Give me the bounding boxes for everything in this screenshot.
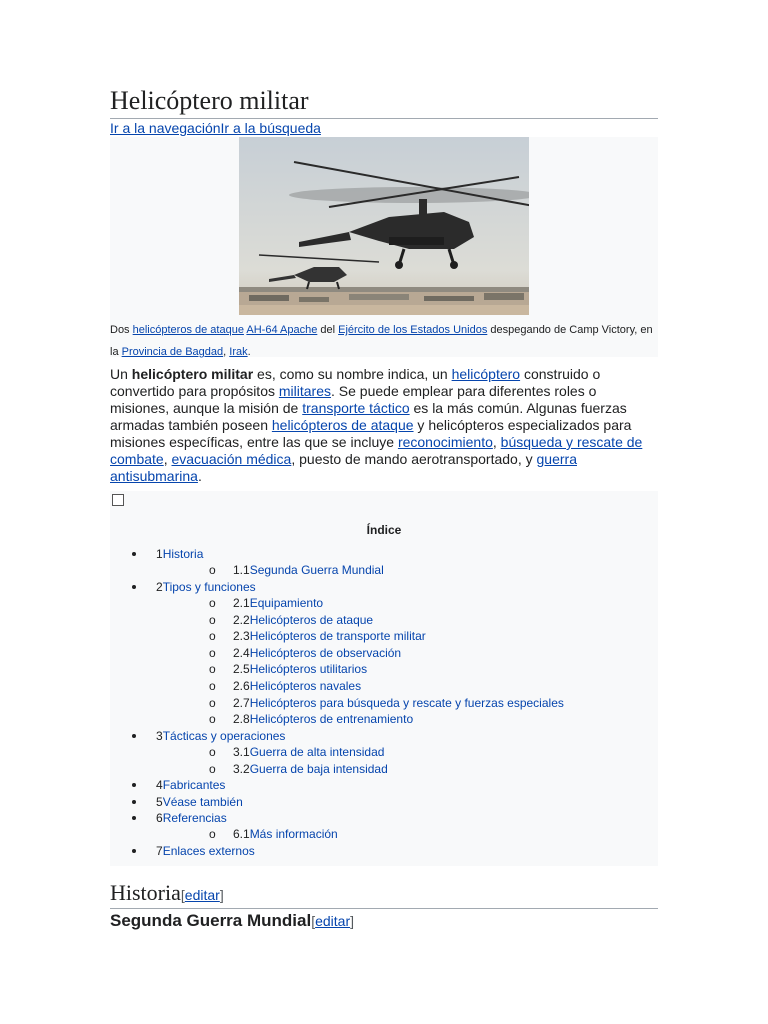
toc-item[interactable] — [209, 711, 414, 727]
toc-link[interactable]: Helicópteros para búsqueda y rescate y fuerzas especiales — [249, 696, 564, 710]
circle-bullet-icon: o — [209, 745, 216, 759]
table-of-contents — [110, 491, 658, 866]
toc-item[interactable] — [209, 678, 362, 694]
toc-item[interactable] — [209, 645, 402, 661]
toc-link[interactable]: Helicópteros de entrenamiento — [249, 712, 414, 726]
circle-bullet-icon: o — [209, 563, 216, 577]
toc-item[interactable] — [209, 826, 338, 842]
intro-text: . Se puede emplear para diferentes roles o misiones, aunque la misión de — [110, 383, 597, 416]
toc-link[interactable]: Enlaces externos — [162, 844, 255, 858]
intro-text: Un — [110, 366, 132, 382]
toc-link[interactable]: Véase también — [162, 795, 243, 809]
link-transporte-tactico[interactable]: transporte táctico — [302, 400, 410, 416]
toc-link[interactable]: Tipos y funciones — [162, 580, 256, 594]
intro-text: construido o convertido para propósitos — [110, 366, 601, 399]
jump-links — [110, 120, 321, 136]
link-busqueda-rescate[interactable]: búsqueda y rescate de combate — [110, 434, 643, 467]
toc-number: 1 — [156, 547, 163, 561]
edit-link[interactable]: editar — [315, 913, 351, 929]
toc-number: 2.4 — [233, 646, 250, 660]
toc-link[interactable]: Fabricantes — [162, 778, 226, 792]
toc-link[interactable]: Segunda Guerra Mundial — [249, 563, 384, 577]
circle-bullet-icon: o — [209, 662, 216, 676]
edit-subsection: [editar] — [311, 913, 355, 929]
intro-text: , — [163, 451, 172, 467]
toc-item[interactable] — [156, 728, 285, 744]
toc-link[interactable]: Helicópteros utilitarios — [249, 662, 368, 676]
circle-bullet-icon: o — [209, 762, 216, 776]
toc-item[interactable] — [156, 777, 225, 793]
intro-text: . — [197, 468, 202, 484]
circle-bullet-icon: o — [209, 629, 216, 643]
toc-number: 2.3 — [233, 629, 250, 643]
toc-item[interactable] — [156, 546, 203, 562]
caption-text: despegando de Camp Victory, en la — [110, 324, 653, 358]
circle-bullet-icon: o — [209, 827, 216, 841]
caption-text: . — [247, 346, 251, 358]
link-guerra-antisubmarina[interactable]: guerra antisubmarina — [110, 451, 577, 484]
toc-number: 7 — [156, 844, 163, 858]
toc-number: 2.8 — [233, 712, 250, 726]
circle-bullet-icon: o — [209, 712, 216, 726]
circle-bullet-icon: o — [209, 596, 216, 610]
circle-bullet-icon: o — [209, 646, 216, 660]
section-heading-historia — [110, 880, 658, 909]
bullet-icon — [132, 552, 136, 556]
intro-text: , puesto de mando aerotransportado, y — [291, 451, 537, 467]
caption-link-attack-helicopters[interactable]: helicópteros de ataque — [132, 324, 244, 336]
caption-link-ah64[interactable]: AH-64 Apache — [246, 324, 318, 336]
edit-link[interactable]: editar — [184, 887, 220, 903]
toc-item[interactable] — [209, 612, 374, 628]
intro-text: es la más común. Algunas fuerzas armadas también poseen — [110, 400, 627, 433]
caption-link-iraq[interactable]: Irak — [229, 346, 248, 358]
toc-link[interactable]: Helicópteros de ataque — [249, 613, 374, 627]
toc-number: 2.7 — [233, 696, 250, 710]
toc-number: 6.1 — [233, 827, 250, 841]
toc-number: 5 — [156, 795, 163, 809]
toc-number: 2.5 — [233, 662, 250, 676]
circle-bullet-icon: o — [209, 679, 216, 693]
caption-text: , — [223, 346, 230, 358]
toc-link[interactable]: Historia — [162, 547, 204, 561]
toc-item[interactable] — [209, 761, 388, 777]
toc-number: 2.2 — [233, 613, 250, 627]
toc-number: 6 — [156, 811, 163, 825]
link-helicopteros-de-ataque[interactable]: helicópteros de ataque — [271, 417, 414, 433]
link-militares[interactable]: militares — [278, 383, 331, 399]
thumbnail-figure — [110, 137, 658, 357]
toc-link[interactable]: Guerra de baja intensidad — [249, 762, 388, 776]
bullet-icon — [132, 800, 136, 804]
intro-text: y helicópteros especializados para misiones específicas, entre las que se incluye — [110, 417, 632, 450]
intro-text: es, como su nombre indica, un — [253, 366, 452, 382]
toc-title: Índice — [366, 523, 402, 537]
toc-number: 4 — [156, 778, 163, 792]
toc-item[interactable] — [209, 562, 384, 578]
page-title: Helicóptero militar — [110, 86, 658, 119]
toc-link[interactable]: Más información — [249, 827, 338, 841]
circle-bullet-icon: o — [209, 613, 216, 627]
bullet-icon — [132, 734, 136, 738]
subsection-heading-segunda-guerra — [110, 910, 354, 932]
toc-item[interactable] — [209, 661, 368, 677]
toc-number: 3.1 — [233, 745, 250, 759]
helicopter-photo[interactable] — [239, 137, 529, 315]
toc-item[interactable] — [156, 579, 256, 595]
caption-text: Dos — [110, 324, 133, 336]
toc-link[interactable]: Equipamiento — [249, 596, 324, 610]
intro-paragraph — [110, 366, 658, 485]
caption-link-baghdad[interactable]: Provincia de Bagdad — [121, 346, 224, 358]
subsection-title: Segunda Guerra Mundial — [110, 911, 312, 930]
toc-number: 3 — [156, 729, 163, 743]
toc-item[interactable] — [209, 695, 564, 711]
intro-text: , — [492, 434, 501, 450]
circle-bullet-icon: o — [209, 696, 216, 710]
toc-number: 2 — [156, 580, 163, 594]
bullet-icon — [132, 783, 136, 787]
toc-item[interactable] — [209, 595, 324, 611]
toc-number: 3.2 — [233, 762, 250, 776]
toc-item[interactable] — [156, 843, 255, 859]
toc-link[interactable]: Helicópteros navales — [249, 679, 362, 693]
toc-item[interactable] — [156, 810, 227, 826]
link-reconocimiento[interactable]: reconocimiento — [397, 434, 493, 450]
toc-item[interactable] — [156, 794, 243, 810]
jump-to-navigation-link[interactable]: Ir a la navegación — [110, 120, 221, 136]
caption-text: del — [317, 324, 339, 336]
bullet-icon — [132, 849, 136, 853]
toc-toggle-checkbox[interactable] — [112, 494, 124, 506]
caption-link-us-army[interactable]: Ejército de los Estados Unidos — [338, 324, 488, 336]
edit-section: [editar] — [180, 887, 224, 903]
toc-number: 2.6 — [233, 679, 250, 693]
toc-number: 2.1 — [233, 596, 250, 610]
jump-to-search-link[interactable]: Ir a la búsqueda — [220, 120, 321, 136]
toc-link[interactable]: Helicópteros de observación — [249, 646, 402, 660]
toc-number: 1.1 — [233, 563, 250, 577]
link-helicoptero[interactable]: helicóptero — [451, 366, 521, 382]
toc-link[interactable]: Referencias — [162, 811, 227, 825]
toc-link[interactable]: Guerra de alta intensidad — [249, 745, 385, 759]
bullet-icon — [132, 585, 136, 589]
bullet-icon — [132, 816, 136, 820]
toc-item[interactable] — [209, 628, 426, 644]
section-title: Historia — [110, 880, 181, 905]
toc-item[interactable] — [209, 744, 385, 760]
toc-link[interactable]: Helicópteros de transporte militar — [249, 629, 426, 643]
link-evacuacion-medica[interactable]: evacuación médica — [171, 451, 292, 467]
toc-link[interactable]: Tácticas y operaciones — [162, 729, 286, 743]
figure-caption — [110, 319, 658, 363]
intro-bold-term: helicóptero militar — [131, 366, 254, 382]
